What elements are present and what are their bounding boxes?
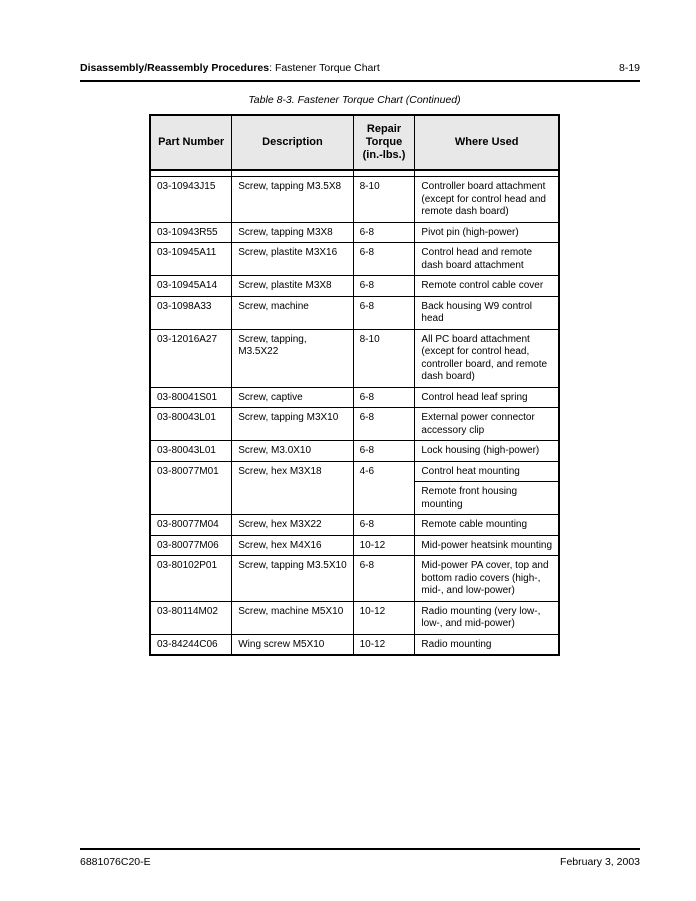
cell-part-number: 03-12016A27 xyxy=(150,329,232,387)
cell-repair-torque: 6-8 xyxy=(353,408,415,441)
cell-repair-torque: 10-12 xyxy=(353,601,415,634)
table-row xyxy=(150,329,559,387)
cell-where-used: Mid-power PA cover, top and bottom radio covers (high-, mid-, and low-power) xyxy=(415,556,559,602)
cell-part-number: 03-80043L01 xyxy=(150,441,232,462)
cell-description: Screw, hex M4X16 xyxy=(232,535,353,556)
table-body xyxy=(150,170,559,655)
cell-description: Screw, tapping M3X8 xyxy=(232,222,353,243)
cell-description: Screw, machine xyxy=(232,296,353,329)
fastener-torque-table xyxy=(149,114,560,656)
cell-part-number: 03-1098A33 xyxy=(150,296,232,329)
cell-repair-torque: 10-12 xyxy=(353,535,415,556)
col-header-part-number: Part Number xyxy=(150,115,232,170)
cell-where-used: Control heat mounting xyxy=(415,461,559,482)
col-header-torque-line: Repair xyxy=(366,123,402,135)
table-row xyxy=(150,556,559,602)
table-row xyxy=(150,222,559,243)
header-section-bold: Disassembly/Reassembly Procedures xyxy=(80,62,270,74)
cell-repair-torque: 6-8 xyxy=(353,387,415,408)
cell-where-used: All PC board attachment (except for control head, controller board, and remote dash board) xyxy=(415,329,559,387)
cell-repair-torque: 4-6 xyxy=(353,461,415,515)
cell-where-used: External power connector accessory clip xyxy=(415,408,559,441)
table-header-row xyxy=(150,115,559,170)
page-header xyxy=(80,62,640,78)
cell-description: Screw, captive xyxy=(232,387,353,408)
col-header-torque-line: (in.-lbs.) xyxy=(362,149,406,161)
cell-description: Screw, plastite M3X16 xyxy=(232,243,353,276)
col-header-repair-torque xyxy=(353,115,415,170)
cell-where-used: Control head leaf spring xyxy=(415,387,559,408)
header-section-rest: : Fastener Torque Chart xyxy=(269,62,380,74)
cell-where-used: Control head and remote dash board attachment xyxy=(415,243,559,276)
cell-description: Screw, tapping M3.5X10 xyxy=(232,556,353,602)
footer-doc-number: 6881076C20-E xyxy=(80,856,151,868)
cell-part-number: 03-10943J15 xyxy=(150,177,232,223)
header-section-title xyxy=(80,62,380,74)
cell-part-number: 03-10945A14 xyxy=(150,276,232,297)
table-row xyxy=(150,441,559,462)
cell-part-number: 03-80114M02 xyxy=(150,601,232,634)
table-row xyxy=(150,387,559,408)
table-row xyxy=(150,601,559,634)
cell-where-used: Lock housing (high-power) xyxy=(415,441,559,462)
table-row xyxy=(150,296,559,329)
cell-part-number: 03-10945A11 xyxy=(150,243,232,276)
table-row xyxy=(150,634,559,655)
header-page-number: 8-19 xyxy=(618,62,640,74)
cell-where-used: Remote front housing mounting xyxy=(415,482,559,515)
cell-part-number: 03-84244C06 xyxy=(150,634,232,655)
cell-repair-torque: 6-8 xyxy=(353,556,415,602)
cell-part-number: 03-80043L01 xyxy=(150,408,232,441)
cell-where-used: Back housing W9 control head xyxy=(415,296,559,329)
cell-where-used: Remote control cable cover xyxy=(415,276,559,297)
cell-description: Screw, hex M3X18 xyxy=(232,461,353,515)
cell-where-used: Pivot pin (high-power) xyxy=(415,222,559,243)
cell-repair-torque: 8-10 xyxy=(353,177,415,223)
cell-description: Screw, tapping M3X10 xyxy=(232,408,353,441)
footer-rule xyxy=(80,848,640,850)
cell-description: Screw, plastite M3X8 xyxy=(232,276,353,297)
cell-part-number: 03-80077M01 xyxy=(150,461,232,515)
cell-part-number: 03-80077M06 xyxy=(150,535,232,556)
cell-part-number: 03-80102P01 xyxy=(150,556,232,602)
header-rule xyxy=(80,80,640,82)
table-row xyxy=(150,515,559,536)
cell-repair-torque: 6-8 xyxy=(353,222,415,243)
page-footer xyxy=(80,856,640,872)
cell-repair-torque: 6-8 xyxy=(353,515,415,536)
cell-where-used: Controller board attachment (except for control head and remote dash board) xyxy=(415,177,559,223)
cell-description: Screw, M3.0X10 xyxy=(232,441,353,462)
cell-where-used: Radio mounting (very low-, low-, and mid-power) xyxy=(415,601,559,634)
cell-repair-torque: 10-12 xyxy=(353,634,415,655)
table-row xyxy=(150,461,559,482)
cell-part-number: 03-80077M04 xyxy=(150,515,232,536)
col-header-description: Description xyxy=(232,115,353,170)
table-caption: Table 8-3. Fastener Torque Chart (Continued) xyxy=(248,94,461,106)
table-row xyxy=(150,408,559,441)
cell-description: Screw, hex M3X22 xyxy=(232,515,353,536)
cell-part-number: 03-80041S01 xyxy=(150,387,232,408)
cell-repair-torque: 6-8 xyxy=(353,243,415,276)
cell-repair-torque: 6-8 xyxy=(353,441,415,462)
cell-where-used: Radio mounting xyxy=(415,634,559,655)
col-header-where-used: Where Used xyxy=(415,115,559,170)
cell-description: Screw, tapping, M3.5X22 xyxy=(232,329,353,387)
table-row xyxy=(150,535,559,556)
cell-repair-torque: 6-8 xyxy=(353,296,415,329)
cell-description: Screw, tapping M3.5X8 xyxy=(232,177,353,223)
cell-repair-torque: 8-10 xyxy=(353,329,415,387)
cell-description: Wing screw M5X10 xyxy=(232,634,353,655)
col-header-torque-line: Torque xyxy=(365,136,403,148)
cell-repair-torque: 6-8 xyxy=(353,276,415,297)
table-row xyxy=(150,276,559,297)
footer-date: February 3, 2003 xyxy=(560,856,640,868)
cell-where-used: Mid-power heatsink mounting xyxy=(415,535,559,556)
cell-part-number: 03-10943R55 xyxy=(150,222,232,243)
cell-description: Screw, machine M5X10 xyxy=(232,601,353,634)
cell-where-used: Remote cable mounting xyxy=(415,515,559,536)
table-row xyxy=(150,243,559,276)
table-row xyxy=(150,177,559,223)
